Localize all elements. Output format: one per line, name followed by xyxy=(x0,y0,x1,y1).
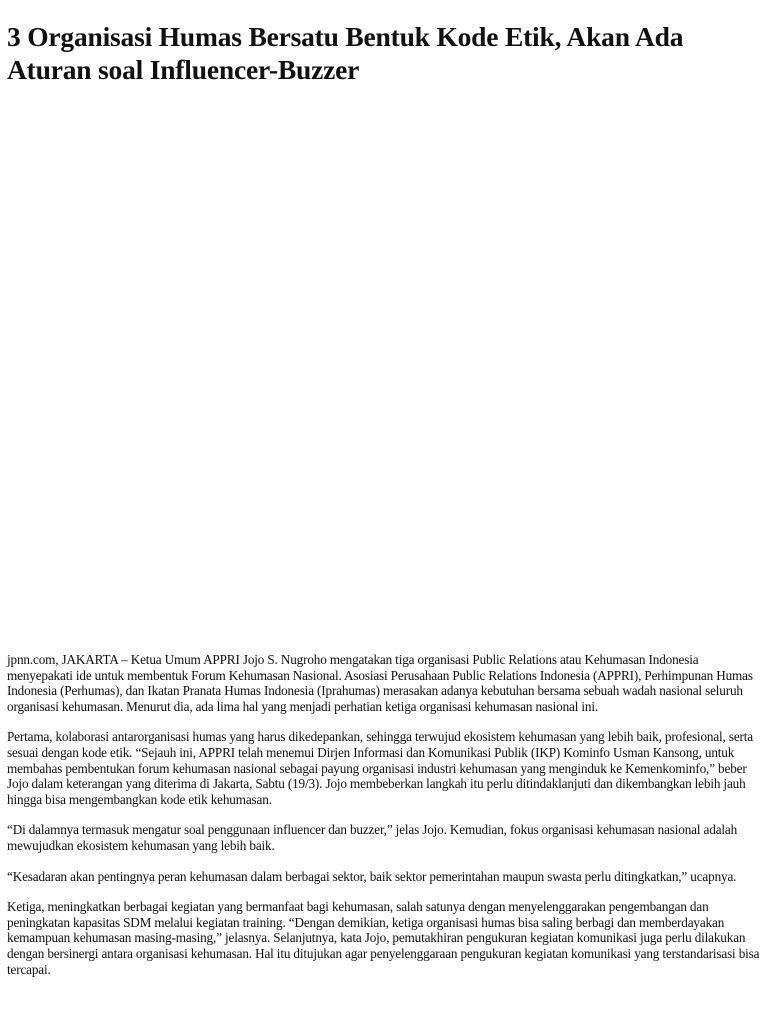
article-paragraph: jpnn.com, JAKARTA – Ketua Umum APPRI Jojo S. Nugroho mengatakan tiga organisasi Public Relations atau Kehumasan Indonesia menyepakati ide untuk membentuk Forum Kehumasan Nasional. Asosiasi Perusahaan Public Relations Indonesia (APPRI), Perhimpunan Humas Indonesia (Perhumas), dan Ikatan Pranata Humas Indonesia (Iprahumas) merasakan adanya kebutuhan bersama sebuah wadah nasional seluruh organisasi kehumasan. Menurut dia, ada lima hal yang menjadi perhatian ketiga organisasi kehumasan nasional ini. xyxy=(7,652,753,714)
article-paragraph: Ketiga, meningkatkan berbagai kegiatan yang bermanfaat bagi kehumasan, salah satunya dengan menyelenggarakan pengembangan dan peningkatan kapasitas SDM melalui kegiatan training. “Dengan demikian, ketiga organisasi humas bisa saling berbagi dan memberdayakan kemampuan kehumasan masing-masing,” jelasnya. Selanjutnya, kata Jojo, pemutakhiran pengukuran kegiatan komunikasi juga perlu dilakukan dengan bersinergi antara organisasi kehumasan. Hal itu ditujukan agar penyelenggaraan pengukuran kegiatan komunikasi yang terstandarisasi bisa tercapai. xyxy=(7,899,760,977)
article-title: 3 Organisasi Humas Bersatu Bentuk Kode Etik, Akan Ada Aturan soal Influencer-Buzzer xyxy=(7,21,684,85)
article-paragraph: “Kesadaran akan pentingnya peran kehumasan dalam berbagai sektor, baik sektor pemerintahan maupun swasta perlu ditingkatkan,” ucapnya. xyxy=(7,868,737,884)
article-paragraph: “Di dalamnya termasuk mengatur soal penggunaan influencer dan buzzer,” jelas Jojo. Kemudian, fokus organisasi kehumasan nasional adalah mewujudkan ekosistem kehumasan yang lebih baik. xyxy=(7,822,738,853)
article-body xyxy=(7,652,761,992)
article-paragraph: Pertama, kolaborasi antarorganisasi humas yang harus dikedepankan, sehingga terwujud ekosistem kehumasan yang lebih baik, profesional, serta sesuai dengan kode etik. “Sejauh ini, APPRI telah menemui Dirjen Informasi dan Komunikasi Publik (IKP) Kominfo Usman Kansong, untuk membahas pembentukan forum kehumasan nasional sebagai payung organisasi industri kehumasan yang menginduk ke Kemenkominfo,” beber Jojo dalam keterangan yang diterima di Jakarta, Sabtu (19/3). Jojo membeberkan langkah itu perlu ditindaklanjuti dan dikembangkan lebih jauh hingga bisa mengembangkan kode etik kehumasan. xyxy=(7,729,753,807)
